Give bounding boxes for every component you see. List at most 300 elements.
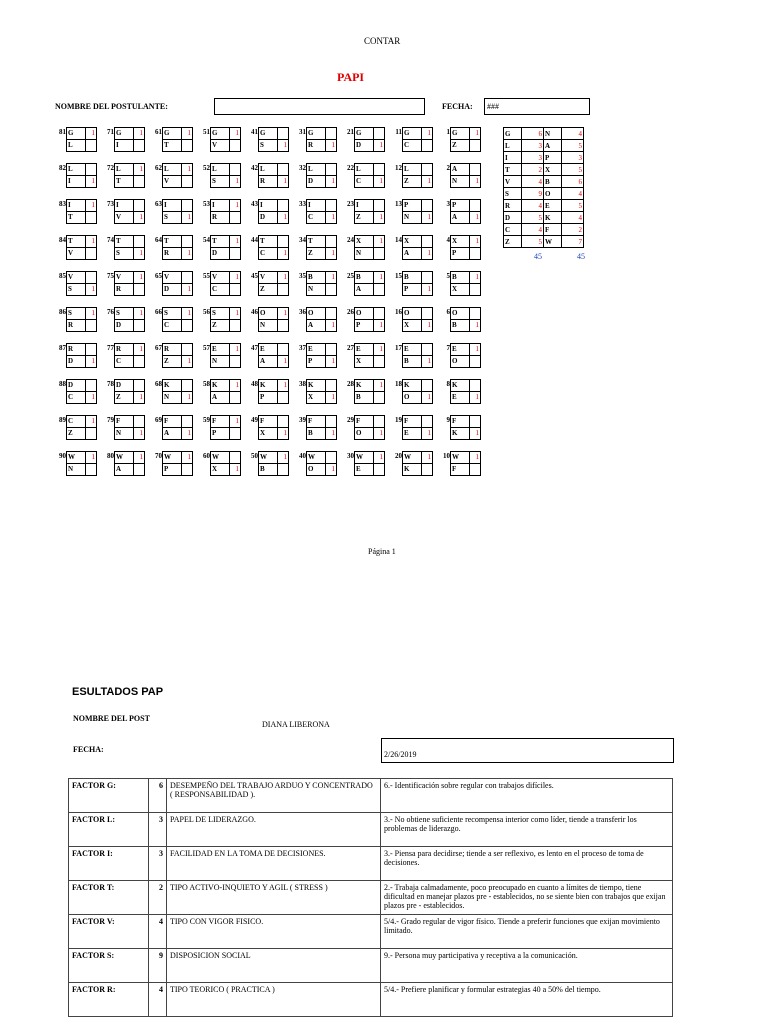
item-letter-top[interactable]: B: [355, 272, 374, 284]
item-letter-top[interactable]: G: [403, 128, 422, 140]
item-mark-top[interactable]: [470, 380, 481, 392]
item-mark-bottom[interactable]: [278, 392, 289, 404]
item-mark-bottom[interactable]: 1: [470, 320, 481, 332]
item-mark-bottom[interactable]: 1: [374, 212, 385, 224]
item-mark-bottom[interactable]: [230, 212, 241, 224]
item-letter-top[interactable]: G: [307, 128, 326, 140]
item-mark-top[interactable]: 1: [86, 200, 97, 212]
item-mark-top[interactable]: [374, 416, 385, 428]
item-letter-bottom[interactable]: X: [355, 356, 374, 368]
item-letter-top[interactable]: L: [163, 164, 182, 176]
item-letter-bottom[interactable]: X: [259, 428, 278, 440]
item-letter-bottom[interactable]: A: [355, 284, 374, 296]
item-mark-bottom[interactable]: 1: [182, 248, 193, 260]
item-mark-bottom[interactable]: 1: [422, 212, 433, 224]
item-mark-bottom[interactable]: 1: [182, 212, 193, 224]
item-letter-bottom[interactable]: N: [355, 248, 374, 260]
item-mark-bottom[interactable]: [230, 392, 241, 404]
item-mark-bottom[interactable]: 1: [134, 428, 145, 440]
item-mark-top[interactable]: 1: [86, 416, 97, 428]
item-mark-top[interactable]: [470, 164, 481, 176]
item-mark-top[interactable]: [278, 128, 289, 140]
item-letter-top[interactable]: W: [211, 452, 230, 464]
item-mark-top[interactable]: [422, 272, 433, 284]
item-mark-top[interactable]: [422, 200, 433, 212]
item-mark-top[interactable]: 1: [374, 236, 385, 248]
item-letter-bottom[interactable]: V: [163, 176, 182, 188]
item-letter-bottom[interactable]: S: [67, 284, 86, 296]
item-letter-top[interactable]: G: [259, 128, 278, 140]
item-letter-bottom[interactable]: N: [115, 428, 134, 440]
item-mark-top[interactable]: [422, 164, 433, 176]
item-mark-top[interactable]: [230, 164, 241, 176]
item-mark-bottom[interactable]: [230, 320, 241, 332]
item-mark-bottom[interactable]: [182, 464, 193, 476]
item-mark-top[interactable]: [86, 272, 97, 284]
item-letter-top[interactable]: T: [163, 236, 182, 248]
item-letter-top[interactable]: R: [163, 344, 182, 356]
item-mark-bottom[interactable]: [230, 356, 241, 368]
item-mark-top[interactable]: [326, 344, 337, 356]
item-letter-bottom[interactable]: O: [403, 392, 422, 404]
item-mark-bottom[interactable]: 1: [182, 284, 193, 296]
item-letter-top[interactable]: G: [115, 128, 134, 140]
item-letter-top[interactable]: I: [355, 200, 374, 212]
item-mark-top[interactable]: [374, 308, 385, 320]
item-letter-top[interactable]: K: [211, 380, 230, 392]
item-letter-top[interactable]: G: [67, 128, 86, 140]
item-letter-bottom[interactable]: F: [451, 464, 470, 476]
item-letter-top[interactable]: O: [307, 308, 326, 320]
item-mark-top[interactable]: 1: [230, 416, 241, 428]
item-mark-bottom[interactable]: [230, 248, 241, 260]
item-letter-top[interactable]: F: [163, 416, 182, 428]
item-letter-top[interactable]: D: [115, 380, 134, 392]
item-letter-bottom[interactable]: X: [211, 464, 230, 476]
item-letter-top[interactable]: F: [355, 416, 374, 428]
item-mark-bottom[interactable]: [86, 464, 97, 476]
item-mark-top[interactable]: 1: [230, 236, 241, 248]
item-letter-top[interactable]: L: [67, 164, 86, 176]
item-mark-bottom[interactable]: [134, 320, 145, 332]
item-letter-top[interactable]: E: [355, 344, 374, 356]
item-mark-bottom[interactable]: 1: [374, 176, 385, 188]
item-letter-top[interactable]: L: [403, 164, 422, 176]
item-mark-top[interactable]: 1: [134, 308, 145, 320]
item-letter-top[interactable]: A: [451, 164, 470, 176]
item-letter-top[interactable]: C: [67, 416, 86, 428]
item-mark-top[interactable]: [182, 344, 193, 356]
item-letter-top[interactable]: T: [67, 236, 86, 248]
item-mark-bottom[interactable]: 1: [278, 140, 289, 152]
item-letter-bottom[interactable]: B: [355, 392, 374, 404]
item-letter-bottom[interactable]: R: [211, 212, 230, 224]
item-letter-top[interactable]: B: [307, 272, 326, 284]
item-letter-top[interactable]: S: [163, 308, 182, 320]
item-mark-bottom[interactable]: [134, 284, 145, 296]
item-mark-bottom[interactable]: 1: [86, 284, 97, 296]
item-letter-top[interactable]: B: [451, 272, 470, 284]
item-letter-top[interactable]: X: [403, 236, 422, 248]
item-letter-bottom[interactable]: D: [259, 212, 278, 224]
item-mark-top[interactable]: 1: [86, 236, 97, 248]
item-letter-top[interactable]: O: [355, 308, 374, 320]
item-letter-bottom[interactable]: D: [163, 284, 182, 296]
item-mark-bottom[interactable]: [470, 140, 481, 152]
item-mark-top[interactable]: [182, 200, 193, 212]
item-mark-top[interactable]: [326, 452, 337, 464]
item-letter-bottom[interactable]: B: [307, 428, 326, 440]
item-mark-bottom[interactable]: 1: [230, 464, 241, 476]
item-letter-bottom[interactable]: O: [451, 356, 470, 368]
results-date-field[interactable]: 2/26/2019: [381, 738, 674, 763]
item-letter-bottom[interactable]: I: [67, 176, 86, 188]
item-letter-bottom[interactable]: A: [307, 320, 326, 332]
item-letter-top[interactable]: L: [259, 164, 278, 176]
item-letter-bottom[interactable]: X: [307, 392, 326, 404]
item-letter-top[interactable]: T: [115, 236, 134, 248]
item-mark-bottom[interactable]: [374, 356, 385, 368]
item-mark-top[interactable]: [278, 200, 289, 212]
item-letter-bottom[interactable]: S: [211, 176, 230, 188]
item-mark-top[interactable]: 1: [182, 164, 193, 176]
item-mark-top[interactable]: 1: [470, 452, 481, 464]
item-mark-bottom[interactable]: 1: [326, 392, 337, 404]
item-letter-bottom[interactable]: X: [403, 320, 422, 332]
item-mark-top[interactable]: 1: [230, 344, 241, 356]
item-mark-top[interactable]: [86, 380, 97, 392]
item-mark-top[interactable]: 1: [134, 272, 145, 284]
item-letter-bottom[interactable]: O: [307, 464, 326, 476]
item-mark-bottom[interactable]: [134, 464, 145, 476]
item-mark-bottom[interactable]: 1: [326, 356, 337, 368]
item-mark-bottom[interactable]: 1: [134, 392, 145, 404]
item-mark-top[interactable]: [182, 380, 193, 392]
item-letter-top[interactable]: E: [307, 344, 326, 356]
item-letter-bottom[interactable]: K: [403, 464, 422, 476]
item-mark-bottom[interactable]: [470, 464, 481, 476]
item-letter-top[interactable]: T: [211, 236, 230, 248]
item-mark-bottom[interactable]: 1: [278, 248, 289, 260]
item-mark-top[interactable]: [326, 236, 337, 248]
item-letter-bottom[interactable]: S: [163, 212, 182, 224]
item-mark-top[interactable]: 1: [278, 452, 289, 464]
item-mark-top[interactable]: 1: [230, 308, 241, 320]
item-mark-top[interactable]: 1: [326, 272, 337, 284]
item-letter-bottom[interactable]: Z: [67, 428, 86, 440]
item-letter-bottom[interactable]: N: [451, 176, 470, 188]
name-field[interactable]: [214, 98, 425, 115]
item-letter-bottom[interactable]: N: [211, 356, 230, 368]
item-letter-bottom[interactable]: Z: [163, 356, 182, 368]
item-letter-top[interactable]: T: [307, 236, 326, 248]
item-letter-top[interactable]: L: [307, 164, 326, 176]
item-mark-bottom[interactable]: 1: [86, 392, 97, 404]
item-mark-top[interactable]: [422, 416, 433, 428]
item-mark-top[interactable]: 1: [278, 272, 289, 284]
item-mark-bottom[interactable]: 1: [326, 140, 337, 152]
item-letter-top[interactable]: V: [211, 272, 230, 284]
item-letter-bottom[interactable]: Z: [355, 212, 374, 224]
item-letter-bottom[interactable]: A: [163, 428, 182, 440]
item-letter-top[interactable]: F: [307, 416, 326, 428]
item-letter-bottom[interactable]: Z: [451, 140, 470, 152]
item-mark-bottom[interactable]: 1: [134, 248, 145, 260]
item-mark-bottom[interactable]: 1: [278, 176, 289, 188]
item-mark-top[interactable]: 1: [470, 236, 481, 248]
item-mark-bottom[interactable]: [134, 356, 145, 368]
item-mark-top[interactable]: [86, 344, 97, 356]
item-mark-top[interactable]: [134, 236, 145, 248]
item-mark-bottom[interactable]: 1: [374, 320, 385, 332]
item-mark-top[interactable]: [230, 452, 241, 464]
item-mark-bottom[interactable]: 1: [182, 392, 193, 404]
item-mark-top[interactable]: [326, 200, 337, 212]
item-letter-top[interactable]: I: [307, 200, 326, 212]
item-letter-top[interactable]: F: [259, 416, 278, 428]
item-letter-top[interactable]: W: [355, 452, 374, 464]
item-mark-bottom[interactable]: [278, 464, 289, 476]
item-mark-bottom[interactable]: 1: [278, 428, 289, 440]
item-mark-top[interactable]: [278, 416, 289, 428]
item-mark-top[interactable]: [182, 236, 193, 248]
item-mark-bottom[interactable]: [374, 248, 385, 260]
item-letter-bottom[interactable]: E: [355, 464, 374, 476]
item-letter-top[interactable]: V: [163, 272, 182, 284]
item-mark-top[interactable]: [278, 236, 289, 248]
item-mark-bottom[interactable]: 1: [470, 428, 481, 440]
item-mark-bottom[interactable]: [374, 392, 385, 404]
item-letter-bottom[interactable]: R: [307, 140, 326, 152]
item-mark-bottom[interactable]: [278, 320, 289, 332]
item-letter-top[interactable]: G: [211, 128, 230, 140]
item-mark-bottom[interactable]: [182, 320, 193, 332]
item-mark-top[interactable]: 1: [470, 272, 481, 284]
item-letter-top[interactable]: V: [259, 272, 278, 284]
item-mark-top[interactable]: [326, 308, 337, 320]
item-letter-top[interactable]: O: [403, 308, 422, 320]
item-letter-bottom[interactable]: D: [355, 140, 374, 152]
item-mark-bottom[interactable]: 1: [278, 212, 289, 224]
item-mark-bottom[interactable]: [86, 212, 97, 224]
item-mark-top[interactable]: [374, 128, 385, 140]
item-mark-bottom[interactable]: 1: [470, 392, 481, 404]
item-letter-bottom[interactable]: Z: [211, 320, 230, 332]
item-letter-top[interactable]: S: [115, 308, 134, 320]
item-letter-bottom[interactable]: A: [259, 356, 278, 368]
item-mark-top[interactable]: 1: [230, 200, 241, 212]
item-letter-top[interactable]: K: [451, 380, 470, 392]
item-mark-top[interactable]: 1: [470, 344, 481, 356]
item-mark-bottom[interactable]: [374, 284, 385, 296]
item-mark-bottom[interactable]: 1: [134, 212, 145, 224]
item-letter-top[interactable]: I: [67, 200, 86, 212]
item-letter-bottom[interactable]: Z: [403, 176, 422, 188]
item-mark-top[interactable]: [182, 416, 193, 428]
item-mark-top[interactable]: [134, 200, 145, 212]
item-mark-bottom[interactable]: 1: [326, 464, 337, 476]
item-mark-top[interactable]: 1: [422, 128, 433, 140]
item-letter-bottom[interactable]: P: [211, 428, 230, 440]
item-letter-bottom[interactable]: P: [355, 320, 374, 332]
item-letter-top[interactable]: L: [211, 164, 230, 176]
item-letter-bottom[interactable]: C: [355, 176, 374, 188]
item-mark-bottom[interactable]: [86, 428, 97, 440]
item-mark-top[interactable]: [374, 164, 385, 176]
item-letter-bottom[interactable]: V: [115, 212, 134, 224]
item-mark-top[interactable]: 1: [86, 308, 97, 320]
item-mark-top[interactable]: 1: [374, 344, 385, 356]
item-mark-top[interactable]: [422, 308, 433, 320]
item-letter-bottom[interactable]: E: [451, 392, 470, 404]
item-mark-bottom[interactable]: [374, 464, 385, 476]
item-letter-bottom[interactable]: Z: [307, 248, 326, 260]
item-mark-bottom[interactable]: [134, 140, 145, 152]
item-mark-top[interactable]: 1: [134, 452, 145, 464]
item-mark-top[interactable]: 1: [134, 128, 145, 140]
item-mark-top[interactable]: 1: [182, 308, 193, 320]
item-mark-bottom[interactable]: [470, 356, 481, 368]
item-mark-bottom[interactable]: 1: [326, 320, 337, 332]
item-mark-top[interactable]: [326, 128, 337, 140]
item-letter-bottom[interactable]: C: [163, 320, 182, 332]
item-letter-top[interactable]: G: [163, 128, 182, 140]
item-mark-bottom[interactable]: 1: [422, 392, 433, 404]
item-mark-bottom[interactable]: [182, 176, 193, 188]
date-field[interactable]: ###: [484, 98, 590, 115]
item-letter-bottom[interactable]: B: [259, 464, 278, 476]
item-letter-bottom[interactable]: D: [307, 176, 326, 188]
item-letter-top[interactable]: L: [355, 164, 374, 176]
item-mark-bottom[interactable]: [422, 140, 433, 152]
item-letter-bottom[interactable]: A: [115, 464, 134, 476]
item-mark-bottom[interactable]: [230, 140, 241, 152]
item-letter-top[interactable]: I: [115, 200, 134, 212]
item-mark-top[interactable]: 1: [374, 380, 385, 392]
item-mark-bottom[interactable]: [86, 248, 97, 260]
item-mark-top[interactable]: [278, 344, 289, 356]
item-mark-bottom[interactable]: 1: [230, 176, 241, 188]
item-letter-bottom[interactable]: B: [451, 320, 470, 332]
item-letter-top[interactable]: L: [115, 164, 134, 176]
item-letter-top[interactable]: D: [67, 380, 86, 392]
item-mark-bottom[interactable]: [422, 464, 433, 476]
item-letter-bottom[interactable]: O: [355, 428, 374, 440]
item-mark-top[interactable]: [278, 164, 289, 176]
item-letter-bottom[interactable]: C: [307, 212, 326, 224]
item-mark-bottom[interactable]: 1: [422, 176, 433, 188]
item-mark-bottom[interactable]: 1: [86, 356, 97, 368]
item-letter-bottom[interactable]: D: [67, 356, 86, 368]
item-mark-top[interactable]: [326, 164, 337, 176]
item-letter-bottom[interactable]: S: [259, 140, 278, 152]
item-mark-bottom[interactable]: [230, 284, 241, 296]
item-letter-bottom[interactable]: C: [115, 356, 134, 368]
item-letter-bottom[interactable]: D: [115, 320, 134, 332]
item-letter-bottom[interactable]: Z: [259, 284, 278, 296]
item-mark-bottom[interactable]: [86, 140, 97, 152]
item-mark-bottom[interactable]: [470, 284, 481, 296]
item-mark-top[interactable]: 1: [422, 452, 433, 464]
item-mark-top[interactable]: 1: [182, 452, 193, 464]
item-letter-top[interactable]: W: [163, 452, 182, 464]
item-letter-bottom[interactable]: Z: [115, 392, 134, 404]
item-mark-bottom[interactable]: [86, 320, 97, 332]
item-letter-top[interactable]: E: [211, 344, 230, 356]
item-letter-bottom[interactable]: A: [211, 392, 230, 404]
item-letter-bottom[interactable]: X: [451, 284, 470, 296]
item-letter-bottom[interactable]: V: [211, 140, 230, 152]
item-letter-bottom[interactable]: R: [67, 320, 86, 332]
item-mark-top[interactable]: 1: [134, 164, 145, 176]
item-mark-bottom[interactable]: 1: [422, 356, 433, 368]
item-letter-bottom[interactable]: P: [163, 464, 182, 476]
item-mark-top[interactable]: [470, 416, 481, 428]
item-letter-top[interactable]: X: [355, 236, 374, 248]
item-mark-bottom[interactable]: 1: [374, 140, 385, 152]
item-mark-bottom[interactable]: 1: [374, 428, 385, 440]
item-letter-bottom[interactable]: R: [259, 176, 278, 188]
item-letter-top[interactable]: V: [115, 272, 134, 284]
item-mark-bottom[interactable]: 1: [326, 248, 337, 260]
item-mark-bottom[interactable]: 1: [278, 356, 289, 368]
item-letter-top[interactable]: R: [115, 344, 134, 356]
item-letter-bottom[interactable]: L: [67, 140, 86, 152]
item-mark-top[interactable]: 1: [86, 128, 97, 140]
item-mark-top[interactable]: 1: [134, 344, 145, 356]
item-mark-top[interactable]: [182, 272, 193, 284]
item-mark-top[interactable]: 1: [86, 452, 97, 464]
item-letter-top[interactable]: V: [67, 272, 86, 284]
item-letter-bottom[interactable]: C: [259, 248, 278, 260]
item-mark-bottom[interactable]: [182, 140, 193, 152]
item-mark-bottom[interactable]: 1: [182, 428, 193, 440]
item-letter-bottom[interactable]: S: [115, 248, 134, 260]
item-letter-bottom[interactable]: T: [67, 212, 86, 224]
item-letter-top[interactable]: O: [451, 308, 470, 320]
item-mark-bottom[interactable]: 1: [422, 248, 433, 260]
item-letter-top[interactable]: F: [211, 416, 230, 428]
item-letter-top[interactable]: E: [451, 344, 470, 356]
item-letter-bottom[interactable]: T: [115, 176, 134, 188]
item-mark-top[interactable]: [470, 200, 481, 212]
item-mark-top[interactable]: [134, 380, 145, 392]
item-letter-top[interactable]: R: [67, 344, 86, 356]
item-mark-bottom[interactable]: [134, 176, 145, 188]
item-letter-top[interactable]: P: [403, 200, 422, 212]
item-letter-top[interactable]: T: [259, 236, 278, 248]
item-mark-bottom[interactable]: 1: [326, 176, 337, 188]
item-mark-bottom[interactable]: 1: [422, 284, 433, 296]
item-mark-top[interactable]: 1: [374, 272, 385, 284]
item-mark-top[interactable]: 1: [230, 272, 241, 284]
item-letter-bottom[interactable]: A: [451, 212, 470, 224]
item-mark-top[interactable]: [422, 344, 433, 356]
item-letter-top[interactable]: I: [163, 200, 182, 212]
item-letter-top[interactable]: O: [259, 308, 278, 320]
item-letter-bottom[interactable]: P: [259, 392, 278, 404]
item-letter-bottom[interactable]: N: [403, 212, 422, 224]
item-mark-top[interactable]: 1: [278, 380, 289, 392]
item-letter-bottom[interactable]: V: [67, 248, 86, 260]
item-letter-top[interactable]: S: [67, 308, 86, 320]
item-mark-top[interactable]: [422, 236, 433, 248]
item-letter-top[interactable]: W: [403, 452, 422, 464]
item-mark-top[interactable]: [374, 200, 385, 212]
item-mark-top[interactable]: 1: [230, 380, 241, 392]
item-letter-bottom[interactable]: N: [307, 284, 326, 296]
item-letter-top[interactable]: K: [307, 380, 326, 392]
